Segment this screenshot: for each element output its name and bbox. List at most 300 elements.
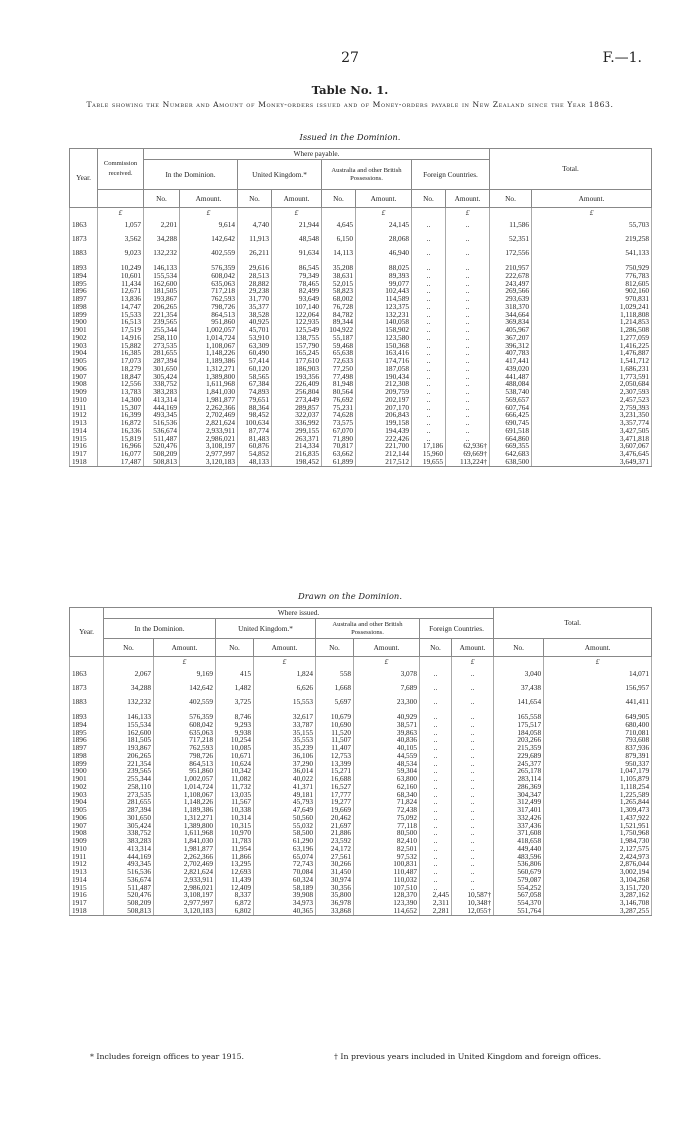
value-cell: 15,819 [98,435,144,443]
sub-header-amount: Amount. [356,190,412,208]
value-cell: .. [420,822,452,830]
value-cell: 76,692 [322,396,356,404]
value-cell: .. [412,232,446,246]
year-cell: 1916 [70,442,98,450]
value-cell: 194,439 [356,427,412,435]
value-cell: 165,558 [494,713,544,721]
value-cell: 15,882 [98,342,144,350]
value-cell: .. [412,349,446,357]
value-cell: 1,014,724 [180,334,238,342]
value-cell: 554,252 [494,884,544,892]
value-cell: .. [446,427,490,435]
value-cell: 199,158 [356,419,412,427]
value-cell: 31,450 [316,868,354,876]
value-cell: 2,457,523 [532,396,652,404]
value-cell: 3,040 [494,667,544,681]
sub-header-no: No. [238,190,272,208]
value-cell: 1,189,386 [154,806,216,814]
sub-header-amount: Amount. [544,639,652,657]
value-cell: 35,377 [238,303,272,311]
value-cell: 79,349 [272,272,322,280]
year-cell: 1910 [70,845,104,853]
value-cell: 142,642 [180,232,238,246]
value-cell: 951,860 [180,318,238,326]
table-row [70,868,652,876]
value-cell: .. [412,272,446,280]
value-cell: .. [446,404,490,412]
year-cell: 1917 [70,899,104,907]
table-row [70,667,652,681]
table-row [70,435,652,443]
value-cell: 13,836 [98,295,144,303]
value-cell: 72,438 [354,806,420,814]
year-cell: 1903 [70,791,104,799]
where-payable-header: Where payable. [144,149,490,160]
value-cell: 243,497 [490,280,532,288]
value-cell: 273,535 [144,342,180,350]
value-cell: 576,359 [180,264,238,272]
value-cell: 40,836 [354,736,420,744]
value-cell: 20,462 [316,814,354,822]
value-cell: 61,899 [322,458,356,466]
value-cell: 13,783 [98,388,144,396]
table-subtitle: Table showing the Number and Amount of Money-orders issued and of Money-orders payable in New Zealand since the Year 1863. [86,100,614,109]
value-cell: 762,593 [180,295,238,303]
value-cell: 107,510 [354,884,420,892]
value-cell: 9,938 [216,729,254,737]
value-cell: 1,286,508 [532,326,652,334]
value-cell: 269,566 [490,287,532,295]
value-cell: 1,225,589 [544,791,652,799]
value-cell: 1,047,179 [544,767,652,775]
value-cell: 81,948 [322,380,356,388]
value-cell: 2,201 [144,218,180,232]
value-cell: 47,649 [254,806,316,814]
year-cell: 1896 [70,736,104,744]
value-cell: 212,308 [356,380,412,388]
value-cell: 3,562 [98,232,144,246]
value-cell: .. [420,667,452,681]
sub-header-amount: Amount. [532,190,652,208]
value-cell: 10,254 [216,736,254,744]
value-cell: 97,532 [354,853,420,861]
value-cell: 293,639 [490,295,532,303]
value-cell: 206,843 [356,411,412,419]
value-cell: 29,616 [238,264,272,272]
year-cell: 1907 [70,822,104,830]
value-cell: 203,266 [494,736,544,744]
value-cell: 40,365 [254,907,316,915]
value-cell: 30,266 [316,860,354,868]
value-cell: 37,290 [254,760,316,768]
value-cell: 15,960 [412,450,446,458]
value-cell: .. [446,349,490,357]
year-cell: 1917 [70,450,98,458]
value-cell: 10,624 [216,760,254,768]
value-cell: 193,867 [144,295,180,303]
value-cell: .. [420,853,452,861]
value-cell: 77,498 [322,373,356,381]
value-cell: 28,068 [356,232,412,246]
value-cell: 221,354 [144,311,180,319]
value-cell: 3,120,183 [154,907,216,915]
table-row [70,907,652,915]
value-cell: 146,133 [104,713,154,721]
page-number: 27 [341,50,359,66]
value-cell: 4,740 [238,218,272,232]
value-cell: 93,649 [272,295,322,303]
value-cell: 11,866 [216,853,254,861]
value-cell: 2,281 [420,907,452,915]
value-cell: 1,265,844 [544,798,652,806]
blank-cell [144,208,180,219]
table-row [70,334,652,342]
value-cell: 439,020 [490,365,532,373]
sub-header-no: No. [420,639,452,657]
value-cell: 11,732 [216,783,254,791]
pound-sign: £ [544,657,652,668]
value-cell: .. [446,365,490,373]
sub-header-no: No. [412,190,446,208]
value-cell: 1,521,951 [544,822,652,830]
value-cell: 70,817 [322,442,356,450]
value-cell: 128,370 [354,891,420,899]
table-row [70,752,652,760]
value-cell: 383,283 [104,837,154,845]
value-cell: 488,084 [490,380,532,388]
value-cell: 138,755 [272,334,322,342]
value-cell: .. [452,791,494,799]
value-cell: 11,567 [216,798,254,806]
value-cell: 38,571 [354,721,420,729]
year-cell: 1901 [70,326,98,334]
value-cell: 29,238 [238,287,272,295]
value-cell: 239,565 [104,767,154,775]
value-cell: .. [420,783,452,791]
col-year-header: Year. [70,149,98,208]
value-cell: .. [420,876,452,884]
value-cell: 281,655 [144,349,180,357]
table-row [70,837,652,845]
value-cell: 3,649,371 [532,458,652,466]
value-cell: 402,559 [154,695,216,713]
table-row [70,349,652,357]
value-cell: 273,449 [272,396,322,404]
value-cell: 493,345 [144,411,180,419]
table-row [70,373,652,381]
value-cell: 82,499 [272,287,322,295]
value-cell: 6,150 [322,232,356,246]
value-cell: 6,872 [216,899,254,907]
value-cell: 100,634 [238,419,272,427]
value-cell: 10,348† [452,899,494,907]
value-cell: 84,782 [322,311,356,319]
value-cell: 3,151,720 [544,884,652,892]
value-cell: 413,314 [104,845,154,853]
value-cell: 221,700 [356,442,412,450]
footnote-dagger: † In previous years included in United Kingdom and foreign offices. [334,1052,602,1061]
value-cell: 226,409 [272,380,322,388]
value-cell: 3,108,197 [154,891,216,899]
table-row [70,419,652,427]
value-cell: 812,605 [532,280,652,288]
value-cell: 163,416 [356,349,412,357]
year-cell: 1915 [70,435,98,443]
value-cell: 1,014,724 [154,783,216,791]
value-cell: 299,155 [272,427,322,435]
value-cell: 1,312,271 [154,814,216,822]
table-row [70,442,652,450]
value-cell: 3,357,774 [532,419,652,427]
value-cell: 35,155 [254,729,316,737]
value-cell: .. [452,860,494,868]
value-cell: .. [452,798,494,806]
value-cell: .. [412,326,446,334]
value-cell: .. [452,868,494,876]
value-cell: .. [420,760,452,768]
value-cell: .. [420,729,452,737]
value-cell: 558 [316,667,354,681]
value-cell: .. [452,845,494,853]
value-cell: 762,593 [154,744,216,752]
sub-header-no: No. [490,190,532,208]
value-cell: .. [420,798,452,806]
blank-cell [70,208,98,219]
value-cell: 157,790 [272,342,322,350]
value-cell: 219,258 [532,232,652,246]
year-cell: 1898 [70,303,98,311]
pound-sign: £ [356,208,412,219]
year-cell: 1894 [70,721,104,729]
value-cell: .. [420,736,452,744]
table-row [70,806,652,814]
value-cell: 55,187 [322,334,356,342]
value-cell: .. [412,411,446,419]
value-cell: 304,347 [494,791,544,799]
value-cell: .. [420,681,452,695]
value-cell: 11,434 [98,280,144,288]
value-cell: 415 [216,667,254,681]
value-cell: 1,002,057 [180,326,238,334]
table-row [70,357,652,365]
value-cell: 649,905 [544,713,652,721]
value-cell: 793,608 [544,736,652,744]
value-cell: 413,314 [144,396,180,404]
value-cell: 14,747 [98,303,144,311]
value-cell: 9,169 [154,667,216,681]
value-cell: 3,287,162 [544,891,652,899]
value-cell: 18,279 [98,365,144,373]
value-cell: 141,654 [494,695,544,713]
value-cell: 642,683 [490,450,532,458]
value-cell: 1,277,059 [532,334,652,342]
value-cell: 65,074 [254,853,316,861]
value-cell: 77,250 [322,365,356,373]
page-reference: F.—1. [602,50,642,66]
value-cell: .. [420,806,452,814]
pound-sign: £ [98,208,144,219]
value-cell: 122,935 [272,318,322,326]
value-cell: 132,232 [144,246,180,264]
value-cell: .. [446,311,490,319]
value-cell: 142,642 [154,681,216,695]
col-dominion-header: In the Dominion. [144,160,238,190]
value-cell: 177,610 [272,357,322,365]
blank-cell [316,657,354,668]
value-cell: .. [412,334,446,342]
value-cell: 11,783 [216,837,254,845]
value-cell: 3,104,268 [544,876,652,884]
value-cell: 156,957 [544,681,652,695]
value-cell: 11,586 [490,218,532,232]
value-cell: .. [420,791,452,799]
value-cell: 287,394 [104,806,154,814]
year-cell: 1900 [70,767,104,775]
value-cell: 72,743 [254,860,316,868]
value-cell: 444,169 [104,853,154,861]
sub-header-amount: Amount. [354,639,420,657]
table-row [70,729,652,737]
value-cell: 40,925 [238,318,272,326]
value-cell: .. [446,435,490,443]
value-cell: 21,886 [316,829,354,837]
value-cell: 77,118 [354,822,420,830]
value-cell: 16,336 [98,427,144,435]
year-cell: 1897 [70,744,104,752]
value-cell: 2,876,044 [544,860,652,868]
value-cell: 52,351 [490,232,532,246]
value-cell: 122,064 [272,311,322,319]
value-cell: 110,032 [354,876,420,884]
value-cell: 100,831 [354,860,420,868]
value-cell: 212,144 [356,450,412,458]
value-cell: 165,245 [272,349,322,357]
sub-header-no: No. [144,190,180,208]
value-cell: 1,148,226 [180,349,238,357]
value-cell: 265,178 [494,767,544,775]
value-cell: 39,908 [254,891,316,899]
value-cell: 175,517 [494,721,544,729]
value-cell: 28,882 [238,280,272,288]
value-cell: 12,693 [216,868,254,876]
value-cell: 16,872 [98,419,144,427]
value-cell: 1,389,800 [154,822,216,830]
value-cell: 10,338 [216,806,254,814]
table-row [70,860,652,868]
table-row [70,388,652,396]
value-cell: 24,145 [356,218,412,232]
value-cell: 53,910 [238,334,272,342]
value-cell: .. [412,365,446,373]
table-row [70,450,652,458]
value-cell: 10,314 [216,814,254,822]
value-cell: .. [412,396,446,404]
value-cell: .. [420,721,452,729]
value-cell: 508,813 [144,458,180,466]
value-cell: 12,671 [98,287,144,295]
col-commission-header: Commission received. [98,149,144,190]
table-row [70,458,652,466]
pound-sign: £ [254,657,316,668]
table-row [70,246,652,264]
value-cell: 2,986,021 [180,435,238,443]
value-cell: 710,081 [544,729,652,737]
value-cell: 214,334 [272,442,322,450]
value-cell: 255,344 [144,326,180,334]
table-row [70,899,652,907]
value-cell: 10,342 [216,767,254,775]
value-cell: 301,650 [144,365,180,373]
value-cell: 34,973 [254,899,316,907]
year-cell: 1918 [70,458,98,466]
value-cell: 1,214,853 [532,318,652,326]
value-cell: 17,186 [412,442,446,450]
value-cell: 3,231,350 [532,411,652,419]
value-cell: 172,556 [490,246,532,264]
value-cell: .. [420,713,452,721]
value-cell: .. [452,783,494,791]
value-cell: 1,189,386 [180,357,238,365]
value-cell: .. [446,280,490,288]
value-cell: 536,806 [494,860,544,868]
value-cell: .. [446,303,490,311]
value-cell: .. [412,318,446,326]
value-cell: 162,600 [144,280,180,288]
value-cell: 104,922 [322,326,356,334]
value-cell: 2,986,021 [154,884,216,892]
value-cell: 107,140 [272,303,322,311]
year-cell: 1895 [70,729,104,737]
year-cell: 1902 [70,783,104,791]
value-cell: 12,753 [316,752,354,760]
value-cell: .. [446,287,490,295]
table-row [70,681,652,695]
year-cell: 1913 [70,419,98,427]
value-cell: 13,399 [316,760,354,768]
value-cell: 35,239 [254,744,316,752]
value-cell: 3,471,818 [532,435,652,443]
value-cell: .. [412,246,446,264]
value-cell: 110,487 [354,868,420,876]
value-cell: 61,290 [254,837,316,845]
table-row [70,775,652,783]
value-cell: 123,375 [356,303,412,311]
value-cell: 691,518 [490,427,532,435]
value-cell: 82,410 [354,837,420,845]
value-cell: 16,688 [316,775,354,783]
value-cell: 396,312 [490,342,532,350]
value-cell: 1,057 [98,218,144,232]
table-row [70,326,652,334]
value-cell: 125,549 [272,326,322,334]
value-cell: .. [452,721,494,729]
value-cell: 48,133 [238,458,272,466]
value-cell: 690,745 [490,419,532,427]
value-cell: 1,981,877 [154,845,216,853]
value-cell: 332,426 [494,814,544,822]
value-cell: .. [420,695,452,713]
value-cell: .. [412,280,446,288]
blank-cell [490,208,532,219]
value-cell: 186,903 [272,365,322,373]
value-cell: 536,674 [104,876,154,884]
table-row [70,427,652,435]
value-cell: 638,500 [490,458,532,466]
value-cell: 113,224† [446,458,490,466]
value-cell: .. [412,388,446,396]
value-cell: 444,169 [144,404,180,412]
value-cell: 14,113 [322,246,356,264]
